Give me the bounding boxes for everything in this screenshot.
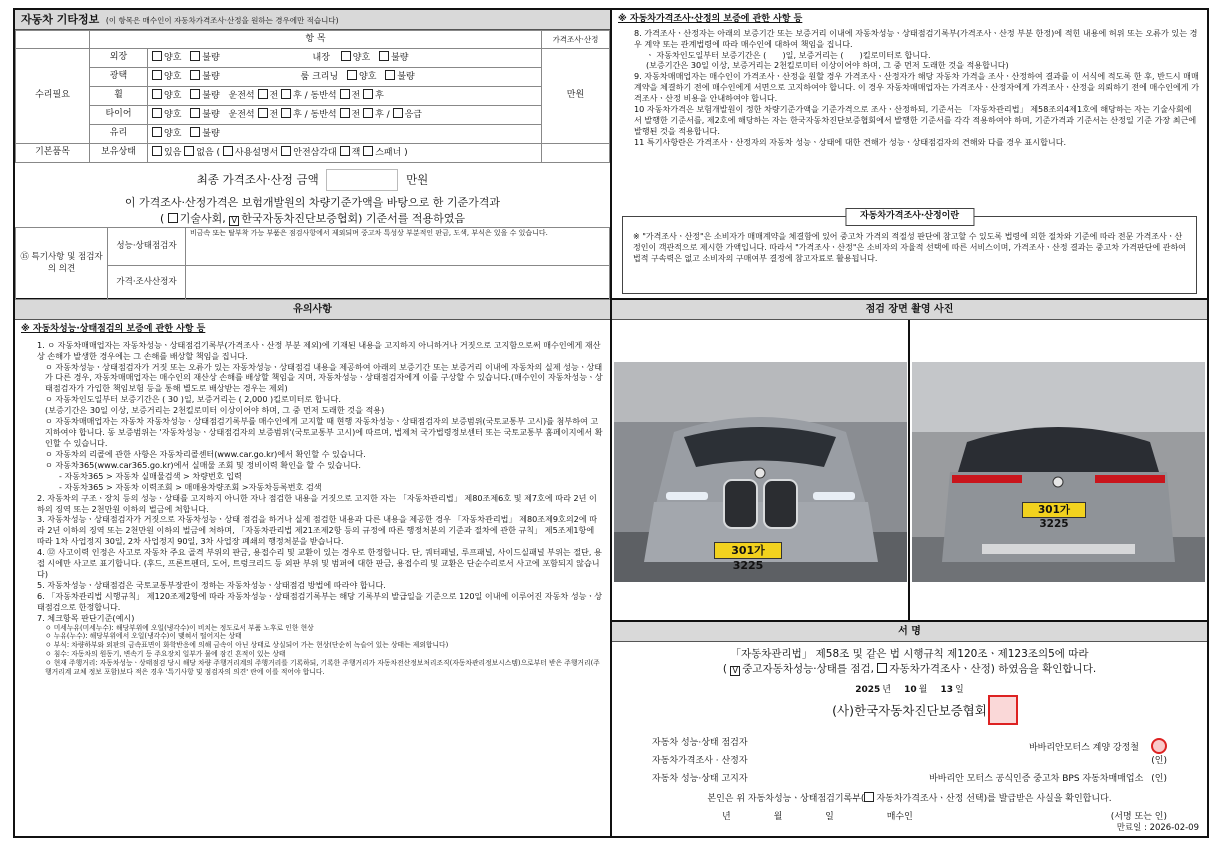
vehicle-info-table — [15, 30, 610, 163]
caution-line: ㅇ 자동차성능ㆍ상태점검자가 거짓 또는 오류가 있는 자동차성능ㆍ상태점검 내용을 제공하여 아래의 보증기간 또는 보증거리 이내에 자동차의 실제 성능ㆍ상태가 다른 경우, 자동차매매업자는 매수인의 재산상 손해를 배상할 책임을 지며, 자동차성능ㆍ상태점검자에게 이를 구상할 수 있습니다.(매수인이 자동차성능ㆍ상태점검자가 가입한 책임보험 등을 통해 별도로 배상받는 경우는 제외) — [45, 361, 603, 394]
criteria-item: ㅇ 부식: 차량하부와 외판의 금속표면이 화학반응에 의해 금속이 아닌 상태로 상실되어 가는 현상(단순히 녹슬어 있는 상태는 제외합니다) — [45, 641, 449, 650]
rear-label: 후 / — [375, 110, 390, 121]
vehicle-info-subtitle: (이 항목은 매수인이 자동차가격조사·산정을 원하는 경우에만 적습니다) — [105, 16, 339, 25]
emergency-label: 응급 — [404, 110, 422, 121]
row-gloss: 광택 — [90, 68, 148, 87]
good-label: 양호 — [164, 110, 182, 121]
role-label: 자동차 성능·상태 점검자 — [652, 738, 748, 748]
price-notes-title: ※ 자동차가격조사·산정의 보증에 관한 사항 등 — [618, 14, 803, 24]
jack-label: 잭 — [351, 148, 361, 159]
buyer-label: 매수인 — [886, 812, 913, 822]
gloss-bad-checkbox[interactable] — [190, 70, 200, 80]
receipt-line — [612, 792, 1207, 806]
role-mark: (인) — [1151, 774, 1167, 784]
front-plate: 301가 3225 — [714, 542, 782, 559]
day-unit: 일 — [955, 685, 964, 696]
vehicle-info-title-bar — [15, 10, 610, 30]
caution-line: - 자동차365 > 자동차 이력조회 > 매매용차량조회 >자동차등록번호 검색 — [59, 481, 322, 492]
row-room-cleaning: 룸 크리닝 — [300, 72, 339, 83]
special-notes-table — [15, 227, 610, 300]
gloss-good-checkbox[interactable] — [152, 70, 162, 80]
basis-kads-checkbox[interactable]: V — [229, 216, 239, 226]
signature-section — [612, 622, 1207, 836]
basis-line1: 이 가격조사·산정가격은 보험개발원의 차량기준가액을 바탕으로 한 기준가격과 — [124, 196, 501, 209]
wheel-pass-front-checkbox[interactable] — [340, 89, 350, 99]
row-exterior-options — [148, 49, 542, 68]
header-price: 가격조사·산정 — [542, 31, 610, 49]
final-price-row — [15, 169, 610, 191]
triangle-checkbox[interactable] — [281, 146, 291, 156]
spanner-label: 스패너 ) — [375, 148, 408, 159]
org-seal-icon — [988, 695, 1018, 725]
basis-tech-checkbox[interactable] — [168, 213, 178, 223]
buyer-row — [722, 812, 1167, 824]
price-checker-label: 가격·조사산정자 — [108, 266, 186, 300]
caution-item-2: 2. 자동차의 구조ㆍ장치 등의 성능ㆍ상태를 고지하지 아니한 자나 점검한 내용을 거짓으로 고지한 자는 「자동차관리법」 제80조제6호 및 제7호에 따라 2년 이하의 징역 또는 2천만원 이하의 벌금에 처합니다. — [37, 492, 597, 514]
exterior-good-checkbox[interactable] — [152, 51, 162, 61]
signature-header: 서 명 — [612, 622, 1207, 642]
issue-year: 2025 — [855, 685, 881, 696]
front-label: 전 — [269, 91, 279, 102]
price-definition-box — [622, 211, 1197, 294]
row-glass: 유리 — [90, 125, 148, 144]
role-mark: (인) — [1151, 756, 1167, 766]
rear-label: 후 / — [293, 110, 308, 121]
caution-item-3: 3. 자동차성능ㆍ상태점검자가 거짓으로 자동차성능ㆍ상태 점검을 하거나 실제 점검한 내용과 다른 내용을 제공한 경우 「자동차관리법」 제80조제9호의2에 따라 2년 이하의 징역 또는 2천만원 이하의 벌금에 처하며, 「자동차관리법 제21조제2항 등의 규정에 따른 행정처분의 기준과 절차에 관한 규칙」 제5조제1항에 따라 1차 사업정지 30일, 2차 사업정지 90일, 3차 사업장 폐쇄의 행정처분을 받습니다. — [37, 514, 598, 547]
box-title: 자동차가격조사·산정이란 — [845, 208, 974, 226]
price-note: 11 특기사항란은 가격조사ㆍ산정자의 자동차 성능ㆍ상태에 대한 견해가 성능ㆍ상태점검자의 견해와 다를 경우 표시합니다. — [634, 136, 1067, 147]
caution-item-4: 4. ⑫ 사고이력 인정은 사고로 자동차 주요 골격 부위의 판금, 용접수리 및 교환이 있는 경우로 한정합니다. 단, 쿼터패널, 루프패널, 사이드실패널 부위는 절단, 용접 시에만 사고로 표기합니다. (후드, 프론트펜더, 도어, 트렁크리드 등 외판 부위 및 범퍼에 대한 판금, 용접수리 및 교환은 단순수리로서 사고에 포함되지 않습니다) — [37, 547, 602, 580]
glass-good-checkbox[interactable] — [152, 127, 162, 137]
buyer-day-unit: 일 — [825, 812, 834, 822]
personal-seal-icon — [1151, 738, 1167, 754]
final-price-unit: 만원 — [406, 172, 429, 187]
tire-driver-rear-checkbox[interactable] — [281, 108, 291, 118]
row-wheel: 휠 — [90, 87, 148, 106]
criteria-list — [37, 624, 604, 677]
right-column — [612, 10, 1207, 836]
caution-line: - 자동차365 > 자동차 실매물검색 > 차량번호 입력 — [59, 470, 242, 481]
statement-line2: ( V 중고자동차성능·상태를 점검, 자동차가격조사ㆍ산정) 하였음을 확인합니다. — [722, 662, 1097, 675]
manual-label: 사용설명서 — [234, 148, 279, 159]
wheel-pass-rear-checkbox[interactable] — [363, 89, 373, 99]
price-note: 8. 가격조사ㆍ산정자는 아래의 보증기간 또는 보증거리 이내에 자동차성능ㆍ상태점검기록부(가격조사ㆍ산정 부분 한정)에 적힌 내용에 허위 또는 오류가 있는 경우 계약 또는 관계법령에 따라 매수인에 대하여 책임을 집니다. — [634, 27, 1198, 49]
room-bad-checkbox[interactable] — [385, 70, 395, 80]
basis-opt1: 기술사회, — [179, 211, 226, 225]
interior-bad-checkbox[interactable] — [379, 51, 389, 61]
rear-car-photo — [912, 362, 1205, 582]
final-price-label: 최종 가격조사·산정 금액 — [196, 172, 319, 187]
row-tire: 타이어 — [90, 106, 148, 125]
passenger-label: 동반석 — [310, 91, 337, 102]
issue-day: 13 — [940, 685, 954, 696]
driver-label: 운전석 — [228, 110, 255, 121]
basic-label: 기본품목 — [16, 144, 90, 163]
role-row-inspector — [652, 738, 1167, 755]
role-row-notifier — [652, 774, 1167, 786]
buyer-year-unit: 년 — [722, 812, 731, 822]
front-car-photo — [614, 362, 907, 582]
criteria-item: ㅇ 누유(누수): 해당부위에서 오일(냉각수)이 맺혀서 떨어지는 상태 — [45, 632, 242, 641]
final-price-input[interactable] — [326, 169, 398, 191]
tire-pass-rear-checkbox[interactable] — [363, 108, 373, 118]
good-label: 양호 — [164, 129, 182, 140]
wheel-driver-rear-checkbox[interactable] — [281, 89, 291, 99]
bad-label: 불량 — [202, 72, 220, 83]
manual-checkbox[interactable] — [223, 146, 233, 156]
good-label: 양호 — [164, 53, 182, 64]
bad-label: 불량 — [391, 53, 409, 64]
bad-label: 불량 — [397, 72, 415, 83]
caution-header: 유의사항 — [15, 300, 610, 320]
expiry-date: 만료일 : 2026-02-09 — [1116, 822, 1199, 833]
have-checkbox[interactable] — [152, 146, 162, 156]
inspector-label: 성능·상태점검자 — [108, 228, 186, 266]
price-unit: 만원 — [542, 49, 610, 144]
possession-options: 있음 없음 ( 사용설명서 안전삼각대 잭 스패너 ) — [148, 144, 542, 163]
special-label: ⑮ 특기사항 및 점검자의 의견 — [16, 228, 108, 300]
buyer-sign-field[interactable]: (서명 또는 인) — [1110, 812, 1167, 822]
tire-bad-checkbox[interactable] — [190, 108, 200, 118]
row-interior: 내장 — [312, 53, 330, 64]
price-notes-section — [612, 10, 1207, 300]
row-exterior: 외장 — [90, 49, 148, 68]
spanner-checkbox[interactable] — [363, 146, 373, 156]
price-note: ㆍ 자동차인도일부터 보증기간은 ( )일, 보증거리는 ( )킬로미터로 합니다. — [646, 49, 931, 60]
box-text: ※ "가격조사ㆍ산정"은 소비자가 매매계약을 체결함에 있어 중고차 가격의 적절성 판단에 참고할 수 있도록 법령에 의한 절차와 기준에 따라 전문 가격조사ㆍ산정인이 객관적으로 제시한 가액입니다. 따라서 "가격조사ㆍ산정"은 소비자의 자율적 선택에 따른 서비스이며, 가격조사ㆍ산정 결과는 중고차 가격판단에 관하여 법적 구속력은 없고 소비자의 구매여부 결정에 참고자료로 활용됩니다. — [633, 232, 1186, 264]
left-column — [15, 10, 612, 836]
header-item: 항 목 — [90, 31, 542, 49]
rear-car-illustration — [912, 362, 1205, 582]
photo-divider — [908, 320, 910, 620]
statement-opt1: 중고자동차성능·상태를 점검, — [742, 662, 874, 675]
exterior-bad-checkbox[interactable] — [190, 51, 200, 61]
price-checker-note — [186, 266, 610, 300]
issuing-org — [612, 703, 1207, 719]
passenger-label: 동반석 — [310, 110, 337, 121]
front-label: 전 — [269, 110, 279, 121]
front-label: 전 — [351, 110, 361, 121]
rear-label: 후 — [375, 91, 384, 102]
vehicle-info-section — [15, 10, 610, 300]
bad-label: 불량 — [202, 91, 220, 102]
basis-text — [15, 195, 610, 227]
caution-line: ㅇ 자동차매매업자는 자동차 자동차성능ㆍ상태점검기록부를 매수인에게 고지할 때 현행 자동차성능ㆍ상태점검자의 보증범위(국토교통부 고시)를 첨부하여 고지하여야 합니다. 동 보증범위는 '자동차성능ㆍ상태점검자의 보증범위'(국토교통부 고시)에 따르며, 법제처 국가법령정보센터 또는 국토교통부 홈페이지에서 확인할 수 있습니다. — [45, 416, 603, 448]
caution-line: ㅇ 자동차인도일부터 보증기간은 ( 30 )일, 보증거리는 ( 2,000 )킬로미터로 합니다. — [45, 394, 341, 405]
basis-opt2: 한국자동차진단보증협회) 기준서를 적용하였음 — [241, 211, 466, 225]
rear-label: 후 / — [293, 91, 308, 102]
price-check-checkbox[interactable] — [877, 663, 887, 673]
statement-line1: 「자동차관리법」 제58조 및 같은 법 시행규칙 제120조ㆍ제123조의5에 따라 — [730, 648, 1089, 660]
role-name: 바바리안 모터스 공식인증 중고차 BPS 자동차매매업소 — [929, 774, 1144, 784]
row-glass-options — [148, 125, 542, 144]
none-label: 없음 — [196, 148, 214, 159]
corner-cell — [16, 31, 90, 49]
tire-good-checkbox[interactable] — [152, 108, 162, 118]
repair-label: 수리필요 — [16, 49, 90, 144]
row-tire-options — [148, 106, 542, 125]
good-label: 양호 — [164, 72, 182, 83]
row-wheel-options — [148, 87, 542, 106]
caution-line: 1. ㅇ 자동차매매업자는 자동차성능ㆍ상태점검기록부(가격조사ㆍ산정 부분 제외)에 기재된 내용을 고지하지 아니하거나 거짓으로 고지함으로써 매수인에게 재산상 손해가 발생한 경우에는 그 손해를 배상할 책임을 집니다. — [37, 339, 601, 361]
row-gloss-options — [148, 68, 542, 87]
role-name-wrap — [1029, 738, 1167, 755]
tire-pass-front-checkbox[interactable] — [340, 108, 350, 118]
inspection-record-sheet — [13, 8, 1209, 838]
caution-section — [15, 300, 610, 836]
year-unit: 년 — [882, 685, 891, 696]
receipt-a: 본인은 위 자동차성능ㆍ상태점검기록부( — [707, 794, 865, 804]
bad-label: 불량 — [202, 110, 220, 121]
vehicle-info-title: 자동차 기타정보 — [21, 13, 100, 26]
month-unit: 월 — [918, 685, 928, 696]
empty-price-cell — [542, 144, 610, 163]
photo-header: 점검 장면 촬영 사진 — [612, 300, 1207, 320]
caution-item-5: 5. 자동차성능ㆍ상태점검은 국토교통부장관이 정하는 자동차성능ㆍ상태점검 방법에 따라야 합니다. — [37, 579, 386, 590]
receipt-b: 자동차가격조사ㆍ산정 선택)를 발급받은 사실을 확인합니다. — [876, 794, 1112, 804]
org-name: (사)한국자동차진단보증협회 — [832, 702, 987, 718]
performance-checkbox[interactable]: V — [730, 666, 740, 676]
front-label: 전 — [351, 91, 361, 102]
triangle-label: 안전삼각대 — [293, 148, 337, 159]
caution-item-1 — [37, 340, 604, 493]
caution-title: ※ 자동차성능·상태점검의 보증에 관한 사항 등 — [21, 324, 206, 334]
wheel-bad-checkbox[interactable] — [190, 89, 200, 99]
wheel-good-checkbox[interactable] — [152, 89, 162, 99]
rear-plate: 301가 3225 — [1022, 502, 1086, 518]
interior-good-checkbox[interactable] — [341, 51, 351, 61]
issue-month: 10 — [904, 685, 917, 696]
photo-section — [612, 300, 1207, 622]
caution-list — [15, 338, 610, 677]
role-label: 자동차 성능·상태 고지자 — [652, 774, 748, 784]
tire-driver-front-checkbox[interactable] — [258, 108, 268, 118]
issue-date — [612, 685, 1207, 697]
bad-label: 불량 — [202, 53, 220, 64]
tire-emergency-checkbox[interactable] — [393, 108, 403, 118]
none-checkbox[interactable] — [184, 146, 194, 156]
caution-item-7: 7. 체크항목 판단기준(예시) — [37, 612, 135, 623]
criteria-item: ㅇ 현재 주행거리: 자동차성능ㆍ상태점검 당시 해당 차량 주행거리계의 주행거리를 기록하되, 기록한 주행거리가 자동차전산정보처리조직(자동차관리정보시스템)으로부터 받은 주행거리(주행거리계 교체 정보 포함)보다 적은 경우 '특기사항 및 점검자의 의견' 란에 이를 적어야 합니다. — [45, 658, 600, 676]
price-note: 10 자동차가격은 보험개발원이 정한 차량기준가액을 기준가격으로 조사ㆍ산정하되, 기준서는 「자동차관리법」 제58조의4제1호에 해당하는 자는 기술사회에서 발행한 기준서를, 제2호에 해당하는 자는 한국자동차진단보증협회에서 발행한 기준서를 각각 적용하여야 하며, 기준가격과 기준서는 산정일 기준 가장 최근에 발행된 것을 적용합니다. — [634, 104, 1197, 136]
caution-line: ㅇ 자동차의 리콜에 관한 사항은 자동차리콜센터(www.car.go.kr)에서 확인할 수 있습니다. — [45, 448, 366, 459]
wheel-driver-front-checkbox[interactable] — [258, 89, 268, 99]
inspector-note: 비금속 또는 탈부착 가능 부품은 점검사항에서 제외되며 중고차 특성상 부분적인 판금, 도색, 부식은 있을 수 있습니다. — [186, 228, 610, 266]
role-name: 바바리안모터스 계양 강정철 — [1028, 743, 1139, 753]
driver-label: 운전석 — [228, 91, 255, 102]
jack-checkbox[interactable] — [340, 146, 350, 156]
caution-item-6: 6. 「자동차관리법 시행규칙」 제120조제2항에 따라 자동차성능ㆍ상태점검기록부는 해당 기록부의 발급일을 기준으로 120일 이내에 이루어진 자동차 성능ㆍ상태점검으로 한정합니다. — [37, 590, 603, 612]
possession-label: 보유상태 — [90, 144, 148, 163]
good-label: 양호 — [164, 91, 182, 102]
caution-line: ㅇ 자동차365(www.car365.go.kr)에서 실매물 조회 및 정비이력 확인을 할 수 있습니다. — [45, 459, 361, 470]
buyer-month-unit: 월 — [773, 812, 783, 822]
price-notes-list — [612, 28, 1207, 148]
price-note: (보증기간은 30일 이상, 보증거리는 2천킬로미터 이상이어야 하며, 그 중 먼저 도래한 것을 적용합니다) — [646, 60, 1009, 71]
role-name-wrap — [929, 774, 1167, 786]
have-label: 있음 — [164, 148, 182, 159]
statement-opt2: 자동차가격조사ㆍ산정) 하였음을 확인합니다. — [889, 662, 1097, 675]
criteria-item: ㅇ 침수: 자동차의 원동기, 변속기 등 주요장치 일부가 물에 잠긴 흔적이 있는 상태 — [45, 650, 286, 659]
criteria-item: ㅇ 미세누유(미세누수): 해당부위에 오일(냉각수)이 비치는 정도로서 부품 노후로 인한 현상 — [45, 623, 314, 632]
receipt-checkbox[interactable] — [864, 792, 874, 802]
role-row-price-checker — [652, 756, 1167, 768]
room-good-checkbox[interactable] — [347, 70, 357, 80]
role-label: 자동차가격조사 · 산정자 — [652, 756, 748, 766]
good-label: 양호 — [359, 72, 377, 83]
basis-line2: ( 기술사회, V 한국자동차진단보증협회) 기준서를 적용하였음 — [159, 211, 466, 225]
good-label: 양호 — [352, 53, 371, 64]
glass-bad-checkbox[interactable] — [190, 127, 200, 137]
caution-line: (보증기간은 30일 이상, 보증거리는 2천킬로미터 이상이어야 하며, 그 중 먼저 도래한 것을 적용) — [45, 405, 385, 416]
price-note: 9. 자동차매매업자는 매수인이 가격조사ㆍ산정을 원할 경우 가격조사ㆍ산정자가 해당 자동차 가격을 조사ㆍ산정하여 결과를 이 서식에 적도록 한 후, 반드시 매매계약을 체결하기 전에 매수인에게 서면으로 고지하여야 합니다. 이 경우 자동차매매업자는 가격조사ㆍ산정자에게 가격조사ㆍ산정을 의뢰하기 전에 매수인에게 가격조사ㆍ산정 비용을 안내하여야 합니다. — [634, 71, 1200, 104]
bad-label: 불량 — [202, 129, 220, 140]
